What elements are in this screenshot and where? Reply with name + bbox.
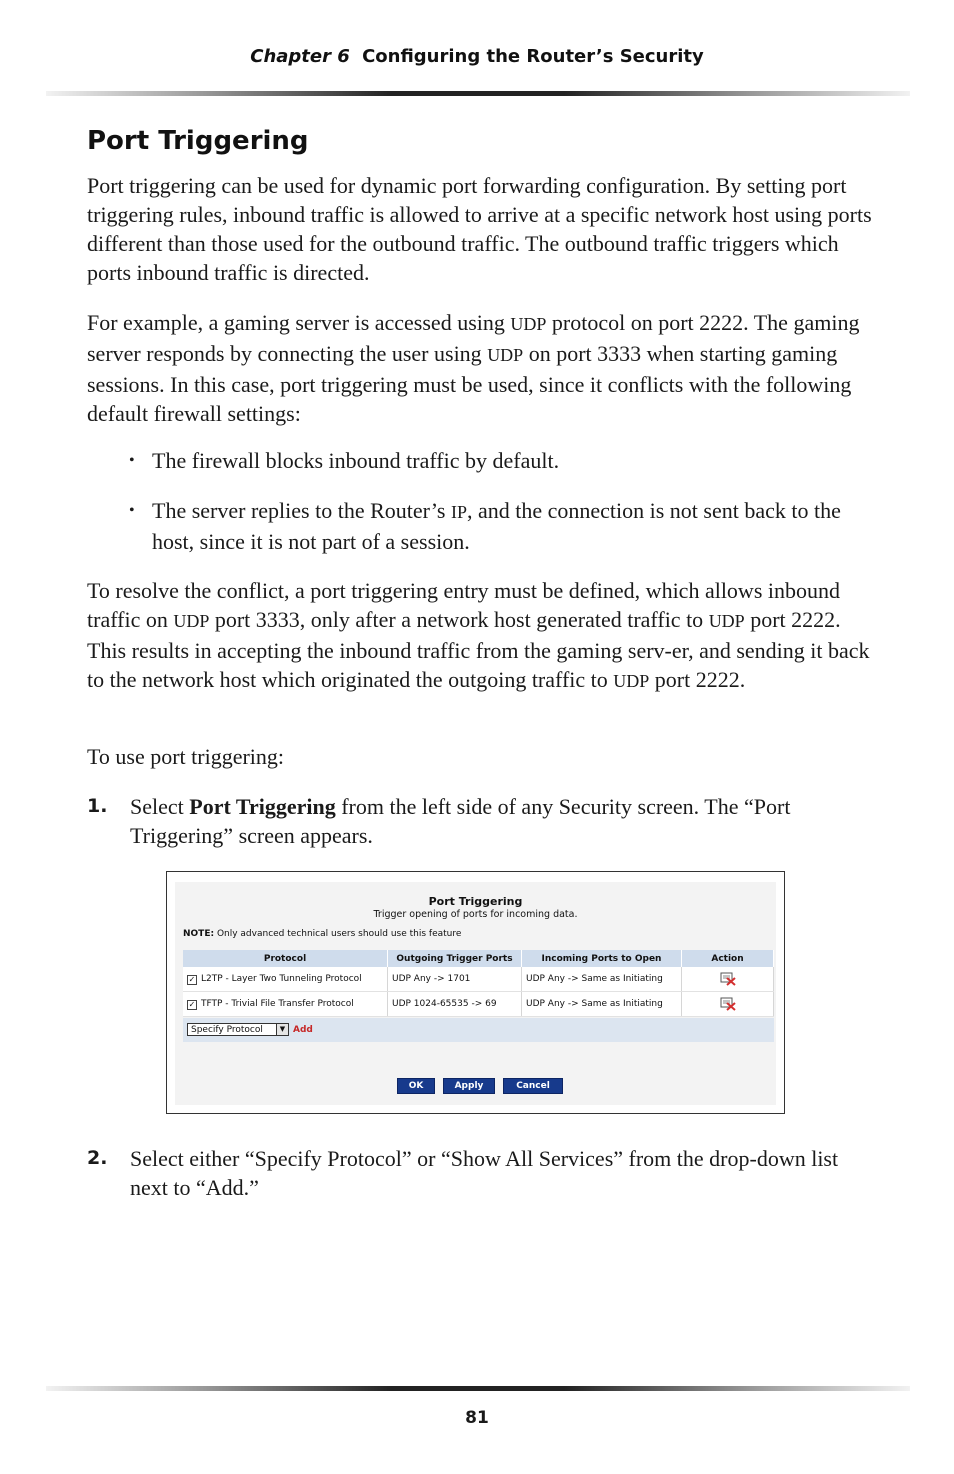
- protocol-select[interactable]: [187, 1023, 289, 1036]
- example-paragraph: For example, a gaming server is accessed using UDP protocol on port 2222. The gaming server responds by connecting the user using UDP on port 3333 when starting gaming sessions. In this case, port triggering must be used, since it conflicts with the following default firewall settings:: [87, 310, 860, 426]
- bullet-glyph: •: [129, 502, 135, 519]
- screenshot-panel: [175, 882, 776, 1105]
- cancel-button[interactable]: Cancel: [503, 1078, 563, 1094]
- column-header-outgoing: Outgoing Trigger Ports: [388, 950, 522, 967]
- ok-button[interactable]: OK: [397, 1078, 435, 1094]
- column-header-incoming: Incoming Ports to Open: [522, 950, 682, 967]
- protocol-select-value: Specify Protocol: [191, 1025, 263, 1035]
- intro-paragraph: Port triggering can be used for dynamic port forwarding configuration. By setting port triggering rules, inbound traffic is allowed to arrive at a specific network host using ports different than those used for the outbound traffic. The outbound traffic triggers which ports inbound traffic is directed.: [87, 173, 872, 285]
- screenshot-note: NOTE: Only advanced technical users should use this feature: [183, 929, 462, 939]
- bullet-item: • The server replies to the Router’s IP, and the connection is not sent back to the host, since it is not part of a session.: [129, 498, 841, 554]
- table-row: [183, 992, 774, 1017]
- delete-icon[interactable]: [720, 997, 736, 1011]
- step-2: 2. Select either “Specify Protocol” or “Show All Services” from the drop-down list next to “Add.”: [87, 1146, 839, 1200]
- step-1: 1. Select Port Triggering from the left side of any Security screen. The “Port Triggering” screen appears.: [87, 794, 791, 848]
- screenshot-subtitle: Trigger opening of ports for incoming data.: [373, 909, 578, 920]
- row-checkbox[interactable]: ✓: [188, 974, 196, 984]
- action-cell: [682, 967, 774, 992]
- footer-rule: [46, 1386, 910, 1391]
- resolve-paragraph: To resolve the conflict, a port triggering entry must be defined, which allows inbound traffic on UDP port 3333, only after a network host generated traffic to UDP port 2222. This results in accepting the inbound traffic from the gaming serv-er, and sending it back to the network host which originated the outgoing traffic to UDP port 2222.: [87, 578, 870, 692]
- page-number: 81: [465, 1408, 489, 1428]
- row-checkbox[interactable]: ✓: [188, 999, 196, 1009]
- add-rule-row: [183, 1018, 774, 1042]
- outgoing-cell: UDP 1024-65535 -> 69: [388, 992, 522, 1017]
- header-rule: [46, 91, 910, 96]
- step-number: 1.: [87, 795, 108, 817]
- section-title: Port Triggering: [87, 126, 309, 156]
- column-header-protocol: Protocol: [183, 950, 388, 967]
- protocol-cell: ✓ TFTP - Trivial File Transfer Protocol: [183, 992, 388, 1017]
- to-use-paragraph: To use port triggering:: [87, 744, 285, 769]
- screenshot-title: Port Triggering: [428, 895, 523, 908]
- incoming-cell: UDP Any -> Same as Initiating: [522, 992, 682, 1017]
- port-triggering-screenshot: [166, 871, 785, 1114]
- step-number: 2.: [87, 1147, 108, 1169]
- outgoing-cell: UDP Any -> 1701: [388, 967, 522, 992]
- table-row: [183, 967, 774, 992]
- port-triggering-table: [183, 950, 774, 1017]
- column-header-action: Action: [682, 950, 774, 967]
- bullet-glyph: •: [129, 452, 135, 469]
- chapter-label: Chapter 6: [250, 46, 350, 67]
- running-header: [0, 46, 954, 67]
- delete-icon[interactable]: [720, 972, 736, 986]
- chevron-down-icon[interactable]: ▼: [276, 1024, 288, 1035]
- apply-button[interactable]: Apply: [443, 1078, 495, 1094]
- add-link[interactable]: Add: [293, 1025, 313, 1035]
- bullet-item: • The firewall blocks inbound traffic by default.: [129, 448, 560, 473]
- protocol-cell: ✓ L2TP - Layer Two Tunneling Protocol: [183, 967, 388, 992]
- action-cell: [682, 992, 774, 1017]
- chapter-title: Configuring the Router’s Security: [362, 46, 704, 67]
- incoming-cell: UDP Any -> Same as Initiating: [522, 967, 682, 992]
